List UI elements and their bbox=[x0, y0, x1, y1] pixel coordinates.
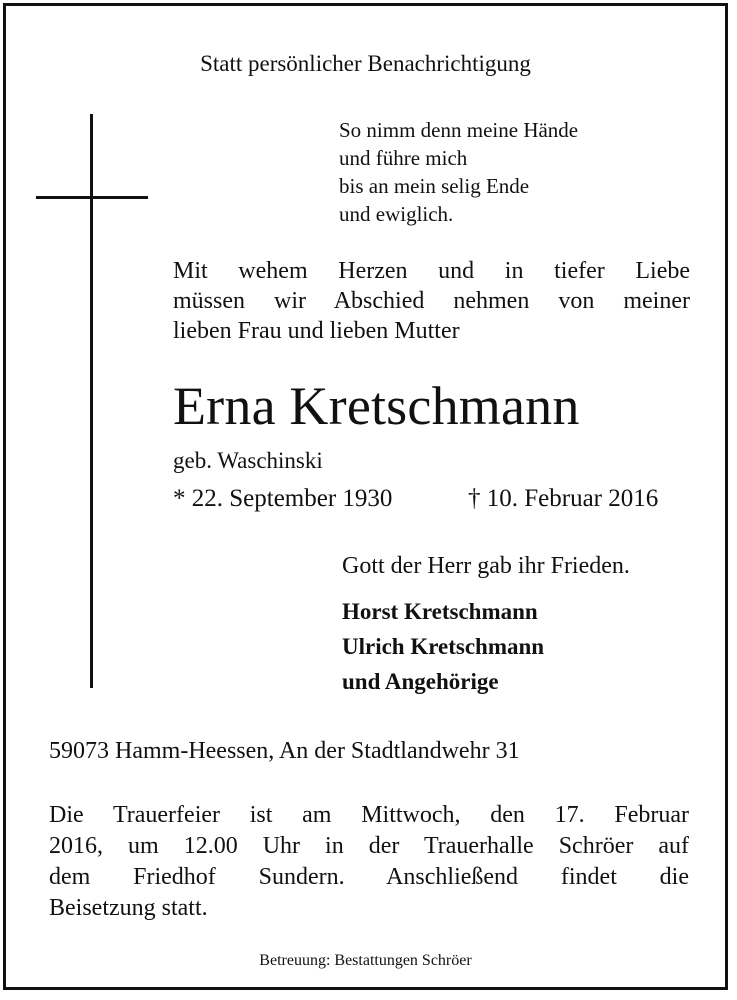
birth-date: * 22. September 1930 bbox=[173, 485, 393, 512]
closing-quote: Gott der Herr gab ihr Frieden. bbox=[342, 553, 630, 579]
verse-line: und führe mich bbox=[339, 146, 468, 170]
ceremony-line: Beisetzung statt. bbox=[49, 895, 208, 921]
cross-icon-bar bbox=[36, 196, 148, 199]
verse-line: So nimm denn meine Hände bbox=[339, 118, 579, 142]
intro-line: lieben Frau und lieben Mutter bbox=[173, 318, 460, 344]
deceased-name: Erna Kretschmann bbox=[173, 376, 580, 436]
notice-header: Statt persönlicher Benachrichtigung bbox=[200, 51, 531, 76]
intro-text bbox=[173, 256, 690, 346]
ceremony-line: Die Trauerfeier ist am Mittwoch, den 17. Februar bbox=[49, 802, 689, 828]
mourner: Horst Kretschmann bbox=[342, 599, 538, 624]
footer-credit: Betreuung: Bestattungen Schröer bbox=[259, 952, 472, 969]
ceremony-info bbox=[49, 800, 689, 924]
address: 59073 Hamm-Heessen, An der Stadtlandwehr 31 bbox=[49, 738, 520, 764]
mourners-list bbox=[342, 594, 544, 699]
verse-line: und ewiglich. bbox=[339, 202, 454, 226]
intro-line: müssen wir Abschied nehmen von meiner bbox=[173, 288, 690, 314]
obituary-notice bbox=[3, 3, 728, 990]
mourner: und Angehörige bbox=[342, 669, 499, 694]
cross-icon bbox=[90, 114, 93, 688]
maiden-name: geb. Waschinski bbox=[173, 448, 323, 473]
death-date: † 10. Februar 2016 bbox=[468, 485, 659, 512]
verse-line: bis an mein selig Ende bbox=[339, 174, 530, 198]
mourner: Ulrich Kretschmann bbox=[342, 634, 545, 659]
verse bbox=[339, 116, 578, 228]
ceremony-line: 2016, um 12.00 Uhr in der Trauerhalle Schröer auf bbox=[49, 833, 689, 859]
ceremony-line: dem Friedhof Sundern. Anschließend findet die bbox=[49, 864, 689, 890]
intro-line: Mit wehem Herzen und in tiefer Liebe bbox=[173, 258, 690, 284]
